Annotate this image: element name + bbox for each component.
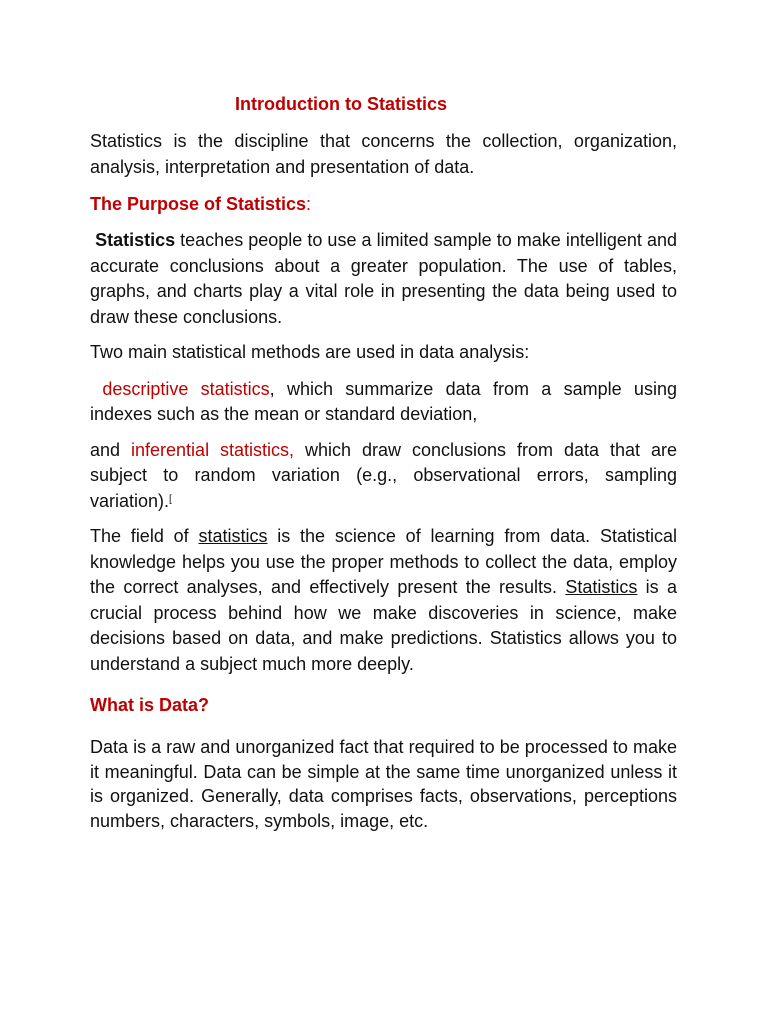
descriptive-text: , which summarize data from a sample using indexes such as the mean or standard deviation, — [90, 378, 677, 424]
purpose-heading — [90, 192, 677, 216]
descriptive-paragraph — [90, 377, 677, 428]
inferential-paragraph — [90, 438, 677, 515]
purpose-heading-colon: : — [306, 194, 312, 214]
statistics-link-2[interactable]: Statistics — [565, 577, 638, 597]
page-title: Introduction to Statistics — [235, 94, 448, 114]
document-page — [90, 92, 677, 843]
intro-paragraph: Statistics is the discipline that concerns the collection, organization, analysis, interpretation and presentation of data. — [90, 131, 677, 177]
field-prefix: The field of — [90, 526, 199, 546]
purpose-heading-text: The Purpose of Statistics — [90, 194, 307, 214]
field-paragraph — [90, 524, 677, 677]
inferential-text: which draw conclusions from data that are subject to random variation (e.g., observational errors, sampling variation). — [90, 439, 677, 511]
descriptive-term: descriptive statistics — [102, 378, 270, 399]
reference-marker: [ — [169, 493, 172, 505]
statistics-link-1[interactable]: statistics — [198, 526, 268, 546]
purpose-lead-term: Statistics — [95, 230, 176, 250]
data-paragraph: Data is a raw and unorganized fact that required to be processed to make it meaningful. Data can be simple at the same time unorganized unless it is organized. Generally, data comprises facts, observations, perceptions numbers, characters, symbols, image, etc. — [90, 737, 677, 831]
inferential-prefix: and — [90, 439, 132, 460]
inferential-term: inferential statistics, — [131, 439, 295, 460]
field-rest-text: is a crucial process behind how we make discoveries in science, make decisions based on data, and make predictions. Statistics allows you to understand a subject much more deeply. — [90, 577, 677, 674]
purpose-text: teaches people to use a limited sample to make intelligent and accurate conclusions about a greater population. The use of tables, graphs, and charts play a vital role in presenting the data being used to draw these conclusions. — [90, 230, 677, 327]
data-heading: What is Data? — [90, 695, 210, 715]
field-middle-text: is the science of learning from data. Statistical knowledge helps you use the proper methods to collect the data, employ the correct analyses, and effectively present the results. — [90, 526, 677, 597]
purpose-paragraph — [90, 228, 677, 330]
methods-intro-paragraph: Two main statistical methods are used in data analysis: — [90, 342, 530, 362]
